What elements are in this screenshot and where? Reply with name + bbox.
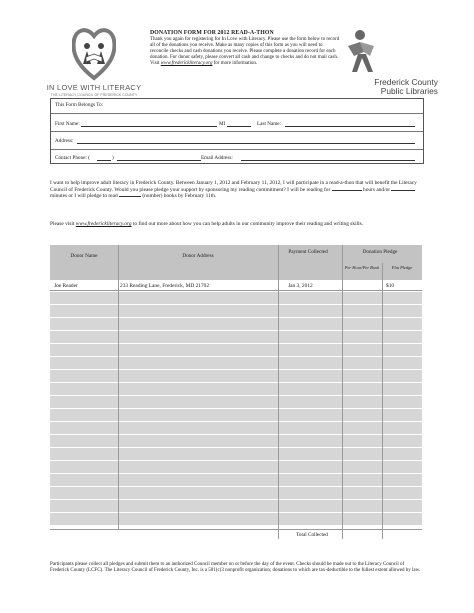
table-row[interactable] xyxy=(50,448,422,461)
column-divider xyxy=(382,263,383,539)
reader-figure-icon xyxy=(344,28,380,74)
cell-payment: Jan 3, 2012 xyxy=(288,283,313,289)
column-divider xyxy=(342,245,343,539)
hours-blank[interactable] xyxy=(332,190,362,191)
address-field[interactable] xyxy=(77,143,415,144)
minutes-text: minutes or I will pledge to read xyxy=(50,193,118,200)
table-row[interactable] xyxy=(50,292,422,305)
intro-body: Thank you again for registering for In Love with Literacy. Please use the form below to record all of the donations you receive. Make as many copies of this form as you will need to reconcile checks and cash donations you receive. Please complete a donation record for each donation. For donor safety, please convert all cash and change to checks and do not mail cash. Visit xyxy=(150,37,340,67)
area-code-field[interactable] xyxy=(97,160,111,161)
email-label: Email Address: xyxy=(201,155,233,161)
cell-donor-address: 233 Reading Lane, Frederick, MD 21702 xyxy=(120,283,210,289)
intro-paragraph xyxy=(150,37,340,67)
cell-donor-name: Joe Reader xyxy=(54,283,78,289)
phone-close-paren: ) xyxy=(112,155,114,161)
participant-info-box xyxy=(50,98,424,164)
header-donor-address: Donor Address xyxy=(182,253,214,259)
form-intro xyxy=(150,30,340,68)
table-row[interactable] xyxy=(50,396,422,409)
pledge-text: I want to help improve adult literacy in Frederick County. Between January 1, 2012 and February 11, 2012, I will participate in a read-a-thon that will benefit the Literacy Council of Frederick County. Would you please pledge your support by sponsoring my reading commitment? I will be reading for xyxy=(50,180,417,193)
belongs-to-label: This Form Belongs To: xyxy=(55,102,104,108)
phone-field[interactable] xyxy=(117,160,201,161)
last-name-field[interactable] xyxy=(285,126,415,127)
table-row[interactable] xyxy=(50,422,422,435)
table-row[interactable] xyxy=(50,409,422,422)
table-row[interactable] xyxy=(50,318,422,331)
logo-sub-text: THE LITERACY COUNCIL OF FREDERICK COUNTY xyxy=(50,93,138,97)
table-row[interactable] xyxy=(50,461,422,474)
visit-link[interactable]: www.frederickliteracy.org xyxy=(75,221,132,227)
table-row[interactable] xyxy=(50,357,422,370)
intro-after-link: for more information. xyxy=(213,61,258,67)
library-name-line1: Frederick County xyxy=(374,77,438,87)
header-per-unit: Per Hour/Per Book xyxy=(344,265,380,270)
first-name-label: First Name: xyxy=(55,121,80,127)
divider xyxy=(51,131,423,132)
library-name-line2: Public Libraries xyxy=(380,86,438,96)
divider xyxy=(51,149,423,150)
table-row xyxy=(50,280,422,291)
header-donor-name: Donor Name xyxy=(70,253,98,259)
heart-readers-icon xyxy=(72,24,116,82)
total-row xyxy=(50,529,422,539)
books-text: (number) books by February 11th. xyxy=(142,193,217,200)
cell-flat-pledge: $10 xyxy=(386,283,395,289)
donations-table xyxy=(50,245,422,537)
column-divider xyxy=(118,245,119,529)
minutes-blank[interactable] xyxy=(391,190,415,191)
pledge-paragraph xyxy=(50,180,424,200)
table-row[interactable] xyxy=(50,435,422,448)
table-row[interactable] xyxy=(50,513,422,526)
visit-after: to find out more about how you can help adults in our community improve their reading and writing skills. xyxy=(132,221,364,227)
table-row[interactable] xyxy=(50,474,422,487)
table-row[interactable] xyxy=(50,500,422,513)
library-logo xyxy=(340,28,438,98)
hours-text: hours and/or xyxy=(363,186,391,193)
logo-brand-text: IN LOVE WITH LITERACY xyxy=(46,83,142,92)
page-title: DONATION FORM FOR 2012 READ-A-THON xyxy=(150,30,274,36)
books-blank[interactable] xyxy=(119,196,141,197)
footer-note: Participants please collect all pledges and submit them to an authorized Council member on or before the day of the event. Checks should be made out to the Literacy Council of Frederick County (LCFC). The Literacy Council of Frederick County, Inc. is a 501(c)3 nonprofit organization; donations to which are tax-deductible to the fullest extent allowed by law. xyxy=(50,562,421,574)
table-row[interactable] xyxy=(50,487,422,500)
last-name-label: Last Name: xyxy=(257,121,282,127)
header-payment: Payment Collected xyxy=(288,249,328,255)
visit-before: Please visit xyxy=(50,221,75,227)
header-pledge: Donation Pledge xyxy=(362,249,398,255)
address-label: Address: xyxy=(55,138,74,144)
table-row[interactable] xyxy=(50,331,422,344)
column-divider xyxy=(278,245,279,539)
table-row[interactable] xyxy=(50,305,422,318)
table-row[interactable] xyxy=(50,370,422,383)
table-header xyxy=(50,245,422,280)
table-row[interactable] xyxy=(50,383,422,396)
visit-paragraph xyxy=(50,221,424,228)
first-name-field[interactable] xyxy=(81,126,217,127)
mi-field[interactable] xyxy=(227,126,251,127)
literacy-council-logo xyxy=(44,24,144,102)
mi-label: MI xyxy=(219,121,226,127)
header-flat: Flat Pledge xyxy=(391,265,413,270)
divider xyxy=(51,113,423,114)
email-field[interactable] xyxy=(241,160,415,161)
phone-label: Contact Phone: ( xyxy=(55,155,90,161)
total-collected-label: Total Collected xyxy=(296,532,328,538)
table-row[interactable] xyxy=(50,344,422,357)
intro-link[interactable]: www.frederickliteracy.org xyxy=(160,61,213,67)
